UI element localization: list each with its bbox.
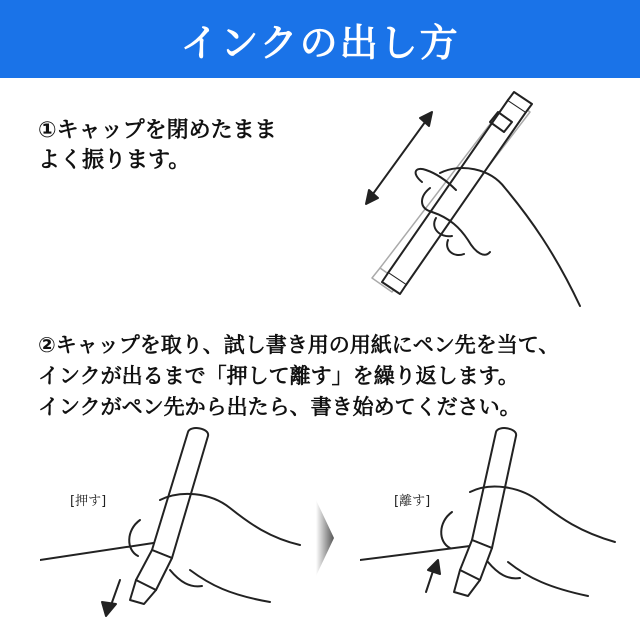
press-pen-illustration [40,420,310,635]
step-1-line-1: ①キャップを閉めたまま [38,118,277,143]
page-title: インクの出し方 [180,20,460,65]
pen-body [388,100,526,285]
pen-body [152,428,208,558]
step-2-line-1: ②キャップを取り、試し書き用の用紙にペン先を当て、 [38,333,560,357]
shake-arrow [370,118,428,198]
step-2-instructions [38,330,628,423]
next-step-chevron-icon [316,500,334,576]
release-caption: [離す] [394,494,431,509]
step-2-line-2: インクが出るまで「押して離す」を繰り返します。 [38,364,519,388]
paper-line [40,542,160,560]
release-pen-illustration [360,420,630,635]
paper-line [360,546,470,560]
arrow-head-down [366,190,378,204]
step-1-line-2: よく振ります。 [38,148,191,173]
arrow-head-up [420,112,432,126]
press-caption: [押す] [70,494,107,509]
shake-pen-illustration [340,78,640,328]
step-1-instructions [38,116,328,176]
title-banner [0,0,640,78]
step-2-line-3: インクがペン先から出たら、書き始めてください。 [38,395,521,419]
